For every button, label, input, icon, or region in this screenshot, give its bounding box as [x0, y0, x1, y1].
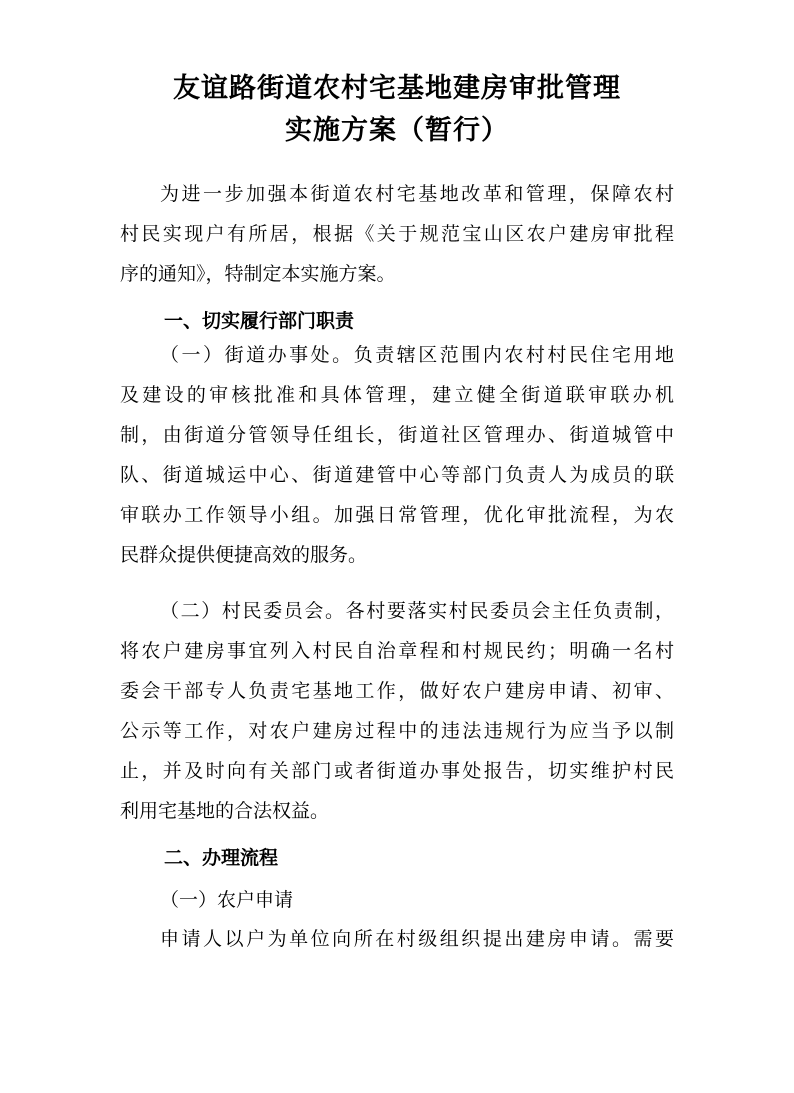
- document-title-line-1: 友谊路街道农村宅基地建房审批管理: [173, 73, 621, 104]
- section-heading-2: 二、办理流程: [164, 847, 279, 869]
- paragraph-line: 公示等工作，对农户建房过程中的违法违规行为应当予以制: [120, 720, 674, 742]
- section2-sub1-paragraph: [120, 919, 674, 959]
- section1-item1-paragraph: [120, 335, 674, 575]
- paragraph-line: 制，由街道分管领导任组长，街道社区管理办、街道城管中: [120, 424, 674, 446]
- section-heading-1: 一、切实履行部门职责: [164, 310, 355, 332]
- paragraph-line: （一）街道办事处。负责辖区范围内农村村民住宅用地: [160, 344, 674, 366]
- section1-item2-paragraph: [120, 591, 674, 831]
- subsection-label: （一）农户申请: [160, 889, 294, 911]
- paragraph-line: 队、街道城运中心、街道建管中心等部门负责人为成员的联: [120, 464, 674, 486]
- intro-paragraph: [120, 174, 674, 294]
- document-title-line-2: 实施方案（暂行）: [285, 115, 509, 146]
- paragraph-line: 审联办工作领导小组。加强日常管理，优化审批流程，为农: [120, 504, 674, 526]
- paragraph-line: 止，并及时向有关部门或者街道办事处报告，切实维护村民: [120, 760, 674, 782]
- paragraph-line: 序的通知》，特制定本实施方案。: [120, 263, 396, 285]
- paragraph-line: 村民实现户有所居，根据《关于规范宝山区农户建房审批程: [120, 223, 674, 245]
- paragraph-line: 民群众提供便捷高效的服务。: [120, 544, 368, 566]
- paragraph-line: 申请人以户为单位向所在村级组织提出建房申请。需要: [160, 928, 674, 950]
- paragraph-line: 为进一步加强本街道农村宅基地改革和管理，保障农村: [160, 183, 674, 205]
- paragraph-line: 将农户建房事宜列入村民自治章程和村规民约；明确一名村: [120, 640, 674, 662]
- paragraph-line: （二）村民委员会。各村要落实村民委员会主任负责制，: [160, 600, 674, 622]
- section2-sub1-label: [120, 880, 674, 920]
- paragraph-line: 利用宅基地的合法权益。: [120, 800, 330, 822]
- paragraph-line: 委会干部专人负责宅基地工作，做好农户建房申请、初审、: [120, 680, 674, 702]
- paragraph-line: 及建设的审核批准和具体管理，建立健全街道联审联办机: [120, 384, 674, 406]
